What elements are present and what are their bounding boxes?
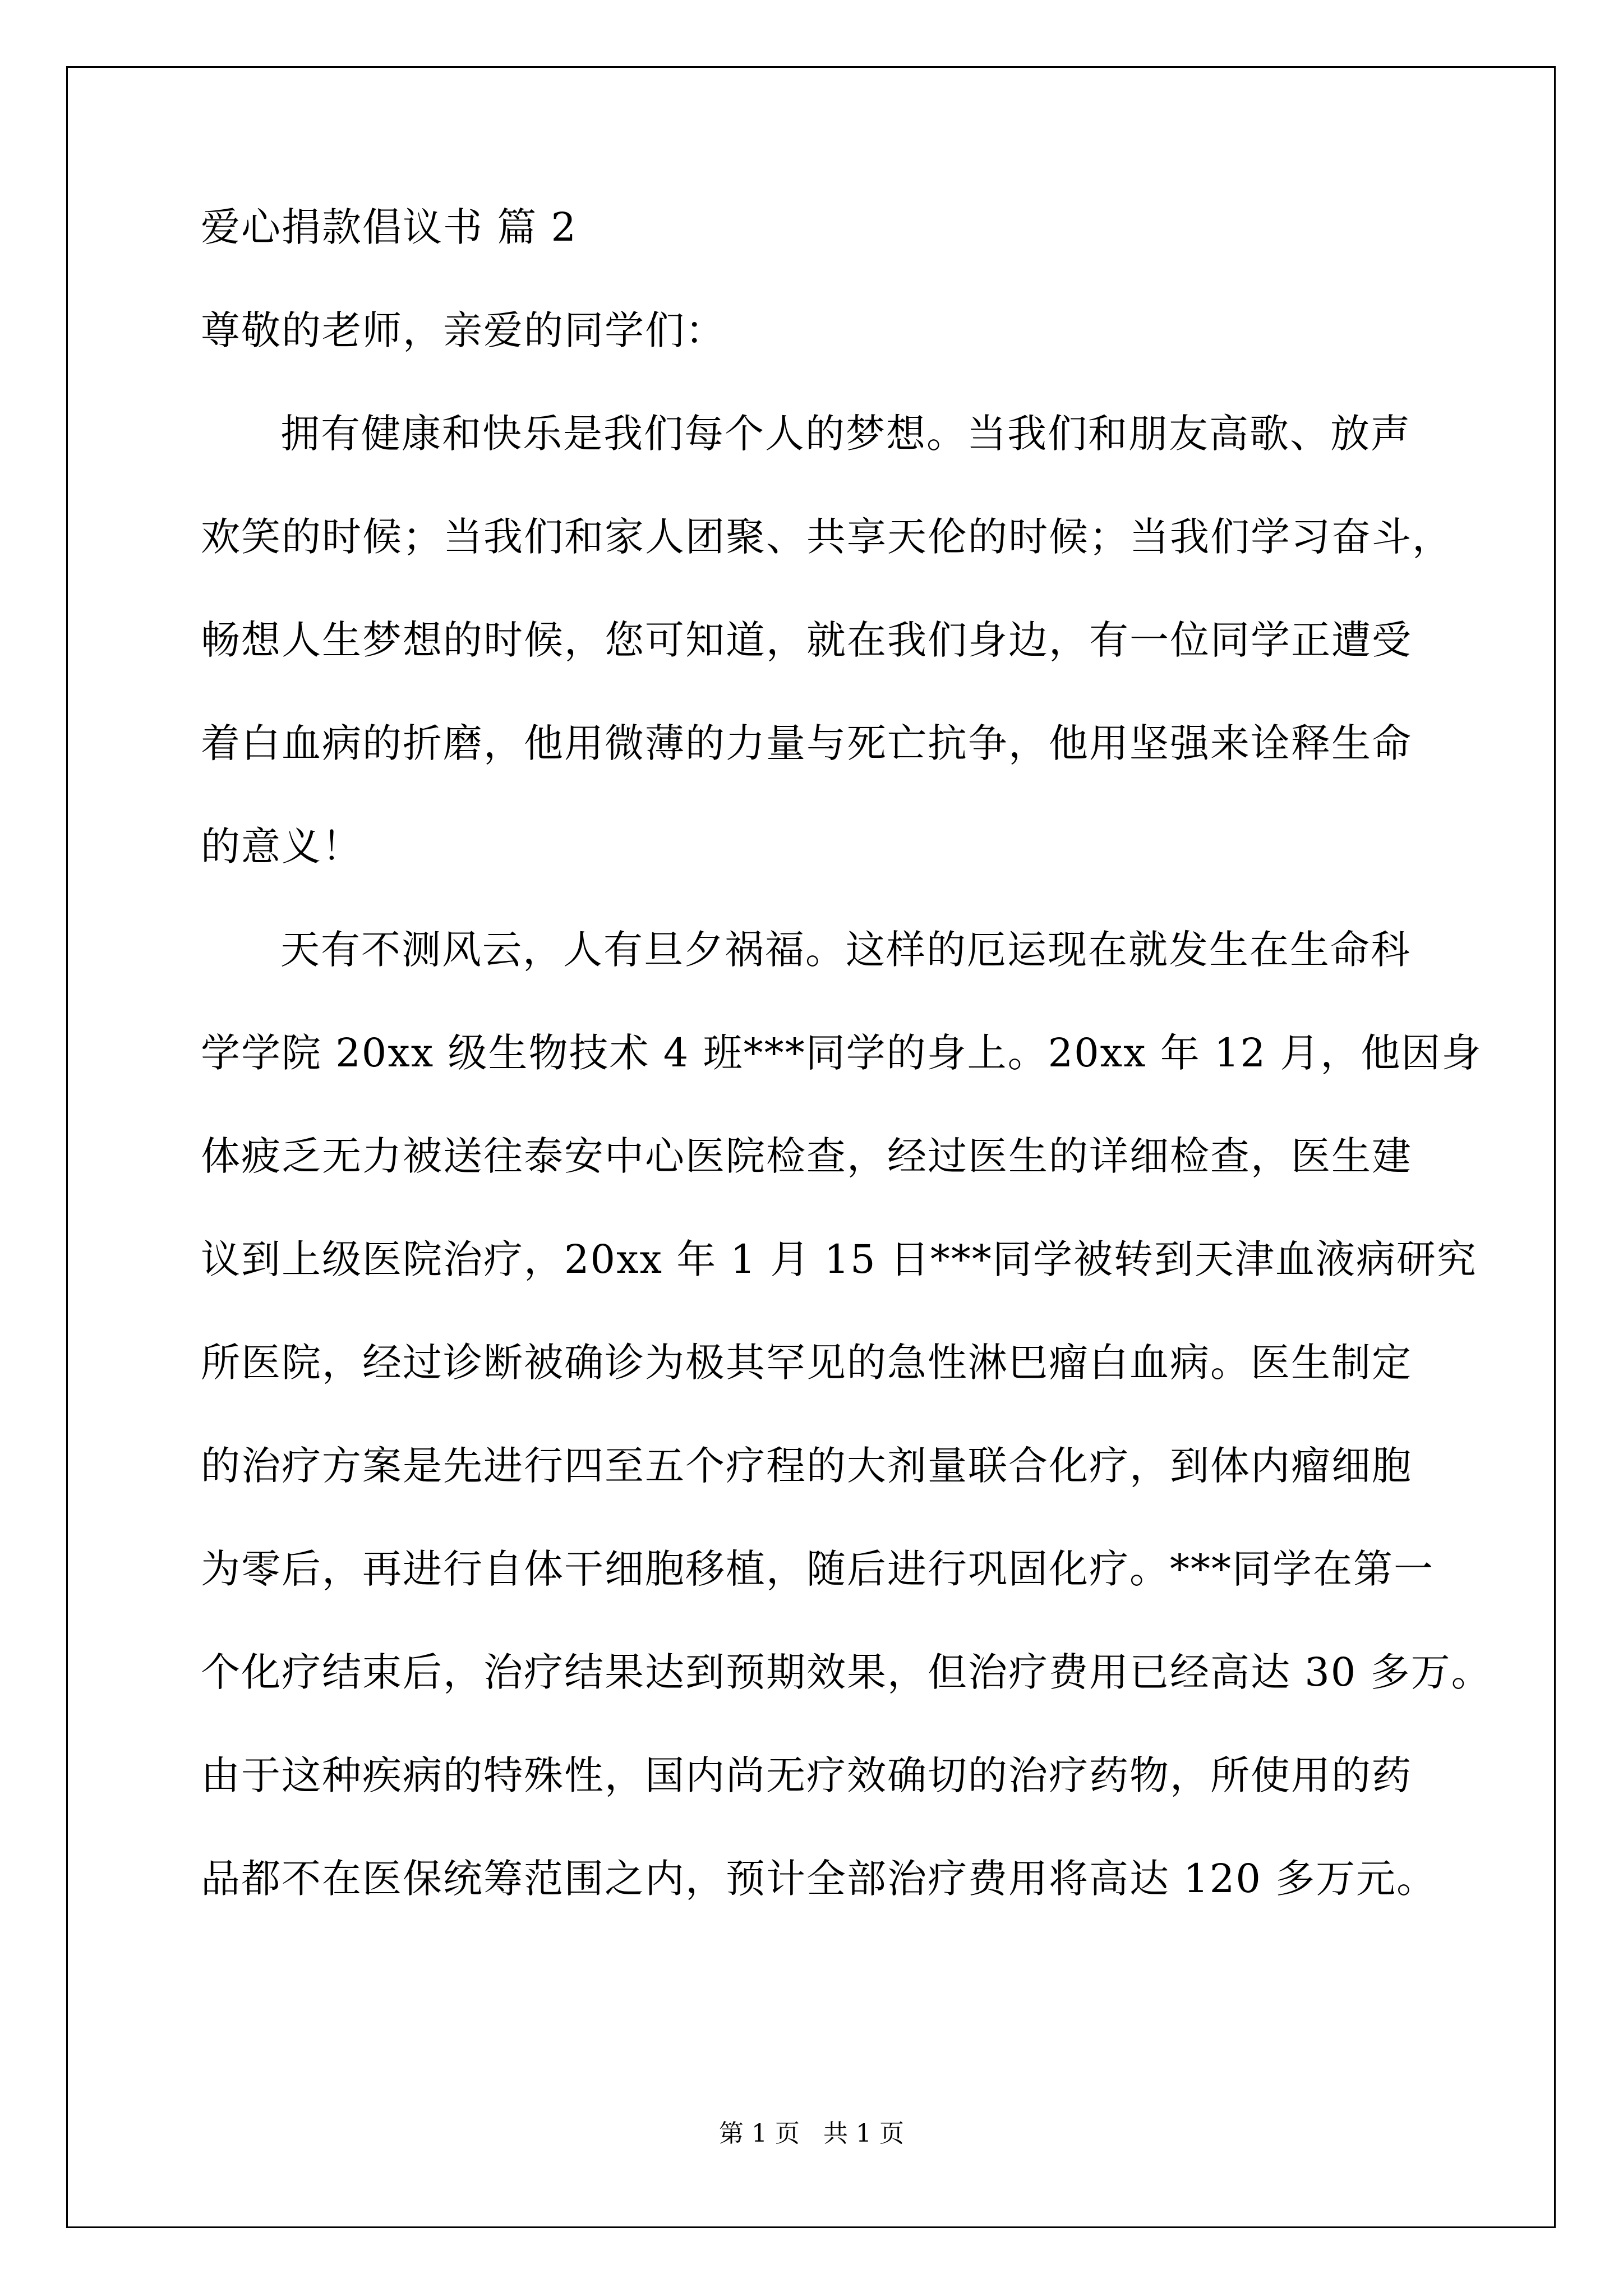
paragraph-line: 为零后，再进行自体干细胞移植，随后进行巩固化疗。***同学在第一 — [201, 1546, 1434, 1592]
paragraph-2 — [201, 927, 1492, 1902]
document-body — [201, 204, 1492, 1962]
greeting: 尊敬的老师，亲爱的同学们： — [201, 307, 726, 353]
paragraph-line: 的治疗方案是先进行四至五个疗程的大剂量联合化疗，到体内瘤细胞 — [201, 1443, 1412, 1489]
page-footer: 第 1 页 共 1 页 — [719, 2119, 904, 2148]
paragraph-line: 体疲乏无力被送往泰安中心医院检查，经过医生的详细检查，医生建 — [201, 1133, 1412, 1179]
paragraph-line: 拥有健康和快乐是我们每个人的梦想。当我们和朋友高歌、放声 — [280, 411, 1411, 457]
paragraph-line: 畅想人生梦想的时候，您可知道，就在我们身边，有一位同学正遭受 — [201, 617, 1412, 663]
document-title: 爱心捐款倡议书 篇 2 — [201, 204, 578, 250]
paragraph-line: 学学院 20xx 级生物技术 4 班***同学的身上。20xx 年 12 月，他因身 — [201, 1030, 1482, 1076]
paragraph-line: 天有不测风云，人有旦夕祸福。这样的厄运现在就发生在生命科 — [280, 927, 1411, 973]
paragraph-line: 由于这种疾病的特殊性，国内尚无疗效确切的治疗药物，所使用的药 — [201, 1752, 1412, 1798]
paragraph-line: 品都不在医保统筹范围之内，预计全部治疗费用将高达 120 多万元。 — [201, 1856, 1437, 1902]
paragraph-line: 的意义！ — [201, 823, 362, 869]
paragraph-line: 个化疗结束后，治疗结果达到预期效果，但治疗费用已经高达 30 多万。 — [201, 1649, 1492, 1695]
paragraph-1 — [201, 411, 1453, 869]
paragraph-line: 所医院，经过诊断被确诊为极其罕见的急性淋巴瘤白血病。医生制定 — [201, 1340, 1412, 1386]
paragraph-line: 议到上级医院治疗，20xx 年 1 月 15 日***同学被转到天津血液病研究 — [201, 1236, 1477, 1282]
paragraph-line: 着白血病的折磨，他用微薄的力量与死亡抗争，他用坚强来诠释生命 — [201, 720, 1412, 766]
paragraph-line: 欢笑的时候；当我们和家人团聚、共享天伦的时候；当我们学习奋斗， — [201, 514, 1453, 560]
